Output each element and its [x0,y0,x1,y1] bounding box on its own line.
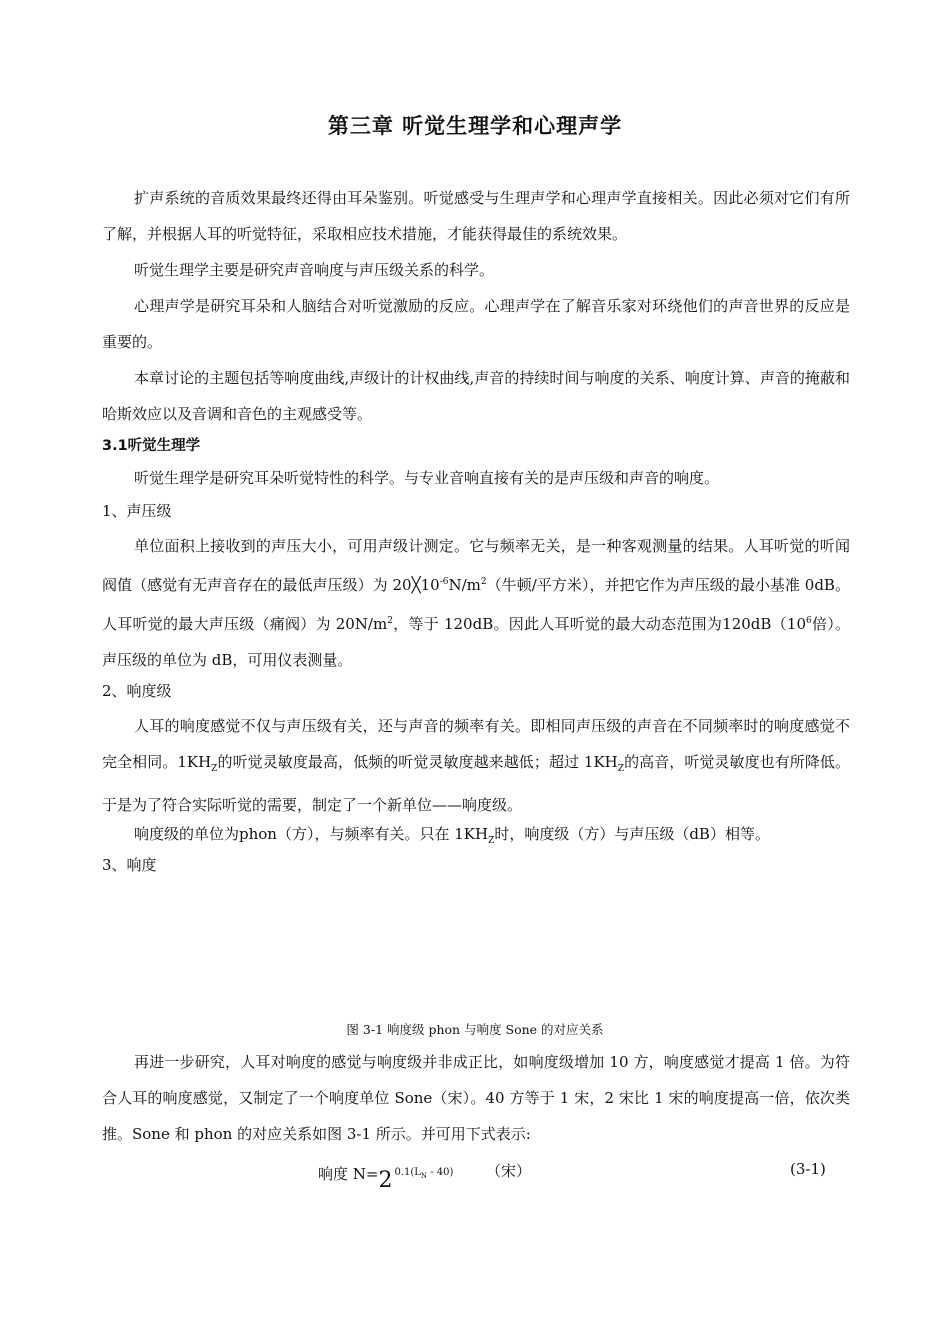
section-3-1-intro: 听觉生理学是研究耳朵听觉特性的科学。与专业音响直接有关的是声压级和声音的响度。 [134,469,720,487]
formula-lhs: 响度 N= [318,1165,379,1183]
item-2-heading: 2、响度级 [102,682,172,700]
loudness-formula [318,1160,454,1193]
after-figure-paragraph: 再进一步研究，人耳对响度的感觉与响度级并非成正比，如响度级增加 10 方，响度感觉才提高 1 倍。为符合人耳的响度感觉，又制定了一个响度单位 Sone（宋）。40 方等于 1 宋，2 宋比 1 宋的响度提高一倍，依次类推。Sone 和 phon 的对应关系如图 3-1 所示。并可用下式表示: [102,1053,850,1143]
intro-paragraph-2: 听觉生理学主要是研究声音响度与声压级关系的科学。 [134,261,495,279]
formula-base: 2 [378,1168,393,1193]
item-1-paragraph: 单位面积上接收到的声压大小，可用声级计测定。它与频率无关，是一种客观测量的结果。人耳听觉的听闻阀值（感觉有无声音存在的最低声压级）为 $20╳10^{-6}N/m^2$（牛顿/平方米），并把它作为声压级的最小基准 0dB。人耳听觉的最大声压级（痛阀）为 $20N/m^2$，等于 120dB。因此人耳听觉的最大动态范围为$120dB(10^6$倍）。声压级的单位为 dB，可用仪表测量。 [102,537,850,669]
formula-exponent: 0.1(LN - 40) [394,1167,454,1180]
section-heading-3-1: 3.1听觉生理学 [102,438,201,454]
figure-caption: 图 3-1 响度级 phon 与响度 Sone 的对应关系 [346,1022,604,1037]
intro-paragraph-4: 本章讨论的主题包括等响度曲线,声级计的计权曲线,声音的持续时间与响度的关系、响度计算、声音的掩蔽和哈斯效应以及音调和音色的主观感受等。 [102,369,850,423]
chapter-title: 第三章 听觉生理学和心理声学 [327,114,623,138]
formula-number: (3-1) [790,1160,826,1178]
item-2-paragraph-2: 响度级的单位为phon（方），与频率有关。只在 $1KH_Z$时，响度级（方）与声压级（dB）相等。 [134,825,770,846]
item-3-heading: 3、响度 [102,856,157,874]
intro-paragraph-1: 扩声系统的音质效果最终还得由耳朵鉴别。听觉感受与生理声学和心理声学直接相关。因此必须对它们有所了解，并根据人耳的听觉特征，采取相应技术措施，才能获得最佳的系统效果。 [102,189,850,243]
formula-unit: （宋） [486,1162,532,1180]
item-2-paragraph: 人耳的响度感觉不仅与声压级有关，还与声音的频率有关。即相同声压级的声音在不同频率时的响度感觉不完全相同。$1KH_Z$的听觉灵敏度最高，低频的听觉灵敏度越来越低；超过 $1KH_Z$的高音，听觉灵敏度也有所降低。于是为了符合实际听觉的需要，制定了一个新单位——响度级。 [102,717,850,814]
intro-paragraph-3: 心理声学是研究耳朵和人脑结合对听觉激励的反应。心理声学在了解音乐家对环绕他们的声音世界的反应是重要的。 [102,297,850,351]
item-1-heading: 1、声压级 [102,502,172,520]
